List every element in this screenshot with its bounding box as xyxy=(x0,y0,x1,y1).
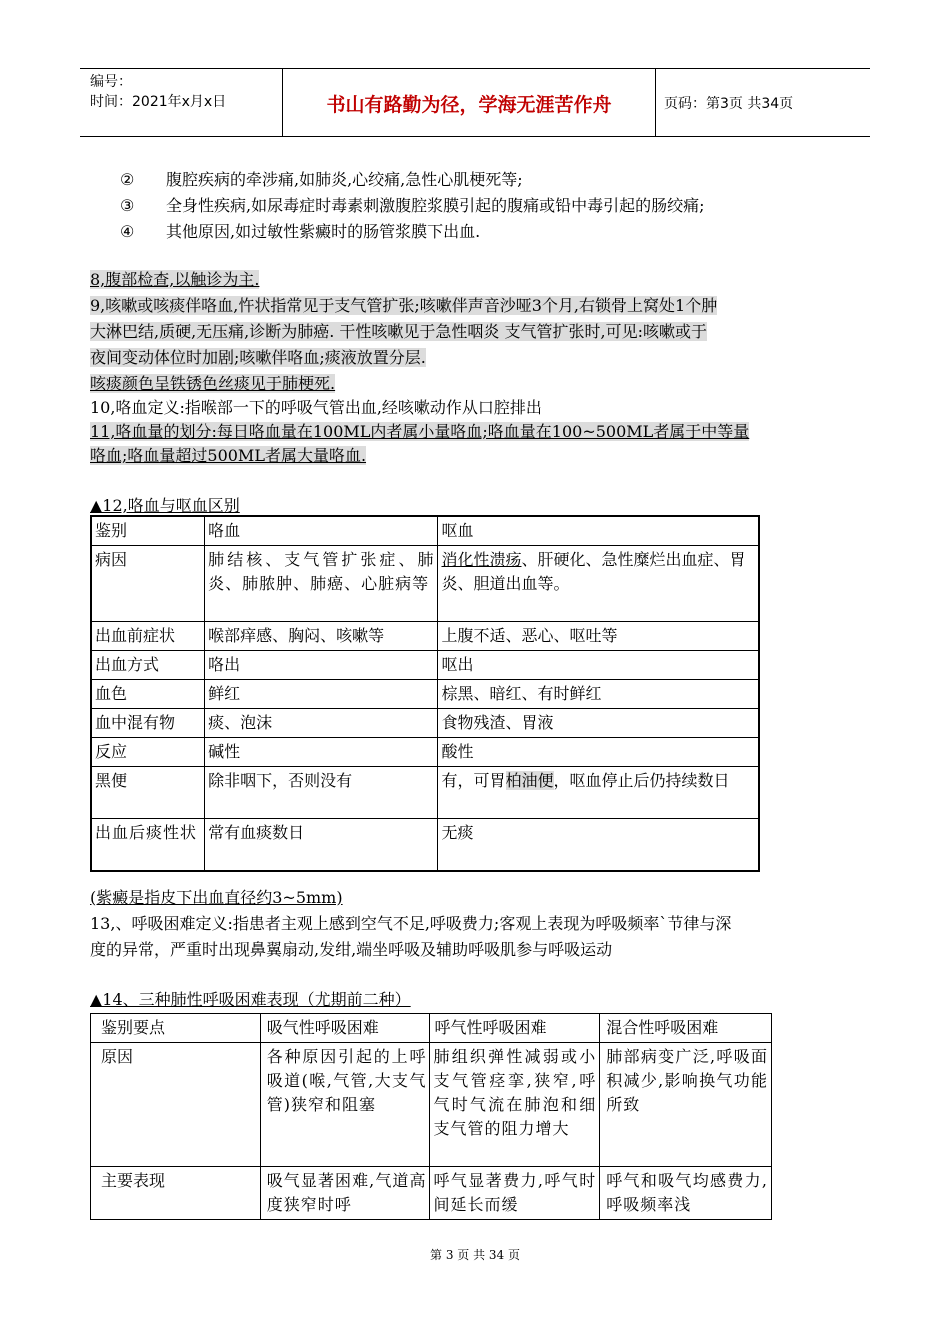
page-footer: 第 3 页 共 34 页 xyxy=(430,1248,520,1262)
table-cell-text: 、肝硬化、急性糜烂出血症、胃炎、胆道出血等。 xyxy=(441,550,746,593)
paragraph-9-line-2 xyxy=(90,320,870,344)
table-row xyxy=(91,622,759,651)
table-cell-text: ，呕血停止后仍持续数日 xyxy=(553,771,730,790)
header-number-label: 编号： xyxy=(90,74,132,90)
table-cell: 黑便 xyxy=(91,767,205,819)
list-marker: ② xyxy=(120,170,135,189)
table-header-cell: 混合性呼吸困难 xyxy=(600,1014,772,1043)
list-item-text: 腹腔疾病的牵涉痛,如肺炎,心绞痛,急性心肌梗死等; xyxy=(166,170,523,189)
paragraph-13-line-2 xyxy=(90,938,870,962)
paragraph-13-line-1 xyxy=(90,912,870,936)
table-header-cell: 呕血 xyxy=(438,516,759,546)
paragraph-11-text: 咯血;咯血量超过500ML者属大量咯血. xyxy=(90,446,367,465)
table-header-cell: 吸气性呼吸困难 xyxy=(260,1014,430,1043)
header-page-label: 页码：第3页 共34页 xyxy=(664,96,794,112)
table-cell: 出血前症状 xyxy=(91,622,205,651)
table-cell: 肺组织弹性减弱或小支气管痉挛,狭窄,呼气时气流在肺泡和细支气管的阻力增大 xyxy=(430,1043,600,1167)
paragraph-10 xyxy=(90,396,870,420)
paragraph-9-text: 大淋巴结,质硬,无压痛,诊断为肺癌. 干性咳嗽见于急性咽炎 支气管扩张时,可见:咳嗽或于 xyxy=(90,322,707,341)
table-header-cell: 呼气性呼吸困难 xyxy=(430,1014,600,1043)
table2-title-text: ▲14、三种肺性呼吸困难表现（尤期前二种） xyxy=(90,990,411,1009)
paragraph-9-line-4 xyxy=(90,372,870,396)
paragraph-9-line-3 xyxy=(90,346,870,370)
paragraph-11-line-2 xyxy=(90,444,870,468)
table-header-cell: 鉴别要点 xyxy=(91,1014,261,1043)
paragraph-13-text: 13,、呼吸困难定义:指患者主观上感到空气不足,呼吸费力;客观上表现为呼吸频率`节律与深 xyxy=(90,914,732,933)
table-cell: 原因 xyxy=(91,1043,261,1167)
list-item xyxy=(120,220,900,244)
table-cell: 主要表现 xyxy=(91,1167,261,1220)
table-header-row xyxy=(91,516,759,546)
paragraph-9-text: 夜间变动体位时加剧;咳嗽伴咯血;痰液放置分层. xyxy=(90,348,426,367)
table-row xyxy=(91,709,759,738)
table-cell: 呕出 xyxy=(438,651,759,680)
paragraph-11-text: 11,咯血量的划分:每日咯血量在100ML内者属小量咯血;咯血量在100~500ML者属于中等量 xyxy=(90,422,750,441)
table-cell: 呼气显著费力,呼气时间延长而缓 xyxy=(430,1167,600,1220)
table-cell: 痰、泡沫 xyxy=(205,709,438,738)
header-divider-right xyxy=(655,68,656,136)
header-motto: 书山有路勤为径，学海无涯苦作舟 xyxy=(326,94,612,116)
table-cell xyxy=(438,767,759,819)
header-time-label: 时间：2021年x月x日 xyxy=(90,94,227,110)
table-cell: 血色 xyxy=(91,680,205,709)
table-cell: 各种原因引起的上呼吸道(喉,气管,大支气管)狭窄和阻塞 xyxy=(260,1043,430,1167)
table-cell: 出血后痰性状 xyxy=(91,819,205,871)
list-marker: ③ xyxy=(120,196,135,215)
table-header-row xyxy=(91,1014,772,1043)
table-cell: 反应 xyxy=(91,738,205,767)
table-cell: 肺部病变广泛,呼吸面积减少,影响换气功能所致 xyxy=(600,1043,772,1167)
table-cell: 酸性 xyxy=(438,738,759,767)
paragraph-9-line-1 xyxy=(90,294,870,318)
table-row xyxy=(91,738,759,767)
table-row xyxy=(91,767,759,819)
table-cell: 上腹不适、恶心、呕吐等 xyxy=(438,622,759,651)
list-marker: ④ xyxy=(120,222,135,241)
paragraph-11-line-1 xyxy=(90,420,870,444)
paragraph-8 xyxy=(90,268,870,292)
table2-title xyxy=(90,988,870,1012)
table-cell xyxy=(438,546,759,622)
table-header-cell: 鉴别 xyxy=(91,516,205,546)
table-cell: 出血方式 xyxy=(91,651,205,680)
table-cell: 碱性 xyxy=(205,738,438,767)
table-cell: 呼气和吸气均感费力,呼吸频率浅 xyxy=(600,1167,772,1220)
header-top-rule xyxy=(80,68,870,69)
dyspnea-table xyxy=(90,1013,772,1220)
list-item-text: 其他原因,如过敏性紫癜时的肠管浆膜下出血. xyxy=(166,222,481,241)
table-header-cell: 咯血 xyxy=(205,516,438,546)
paragraph-10-text: 10,咯血定义:指喉部一下的呼吸气管出血,经咳嗽动作从口腔排出 xyxy=(90,398,542,417)
header-bottom-rule xyxy=(80,136,870,137)
table-cell: 血中混有物 xyxy=(91,709,205,738)
table-cell: 病因 xyxy=(91,546,205,622)
header-divider-left xyxy=(282,68,283,136)
table-row xyxy=(91,546,759,622)
table-cell: 喉部痒感、胸闷、咳嗽等 xyxy=(205,622,438,651)
list-item-text: 全身性疾病,如尿毒症时毒素刺激腹腔浆膜引起的腹痛或铅中毒引起的肠绞痛; xyxy=(166,196,705,215)
table-row xyxy=(91,819,759,871)
table-row xyxy=(91,1167,772,1220)
table-cell-text: 有，可胃 xyxy=(441,771,506,790)
table-cell-highlight: 柏油便 xyxy=(505,771,554,790)
note-purpura xyxy=(90,886,870,910)
list-item xyxy=(120,194,900,218)
table-cell: 无痰 xyxy=(438,819,759,871)
table-cell: 棕黑、暗红、有时鲜红 xyxy=(438,680,759,709)
table-cell: 鲜红 xyxy=(205,680,438,709)
table-cell: 除非咽下，否则没有 xyxy=(205,767,438,819)
table-cell-underlined: 消化性溃疡 xyxy=(441,550,522,569)
table-cell: 食物残渣、胃液 xyxy=(438,709,759,738)
table-row xyxy=(91,1043,772,1167)
hemoptysis-hematemesis-table xyxy=(90,515,760,872)
table-cell: 肺结核、支气管扩张症、肺炎、肺脓肿、肺癌、心脏病等 xyxy=(205,546,438,622)
table-row xyxy=(91,651,759,680)
paragraph-8-text: 8,腹部检查,以触诊为主. xyxy=(90,270,260,289)
list-item xyxy=(120,168,900,192)
paragraph-9-text: 9,咳嗽或咳痰伴咯血,忤状指常见于支气管扩张;咳嗽伴声音沙哑3个月,右锁骨上窝处1个肿 xyxy=(90,296,718,315)
table-cell: 吸气显著困难,气道高度狭窄时呼 xyxy=(260,1167,430,1220)
paragraph-9-text: 咳痰颜色呈铁锈色丝痰见于肺梗死. xyxy=(90,374,336,393)
table1-title-text: ▲12,咯血与呕血区别 xyxy=(90,496,240,515)
note-purpura-text: (紫癜是指皮下出血直径约3~5mm) xyxy=(90,888,343,907)
table-cell: 咯出 xyxy=(205,651,438,680)
table-row xyxy=(91,680,759,709)
paragraph-13-text: 度的异常，严重时出现鼻翼扇动,发绀,端坐呼吸及辅助呼吸肌参与呼吸运动 xyxy=(90,940,613,959)
table-cell: 常有血痰数日 xyxy=(205,819,438,871)
